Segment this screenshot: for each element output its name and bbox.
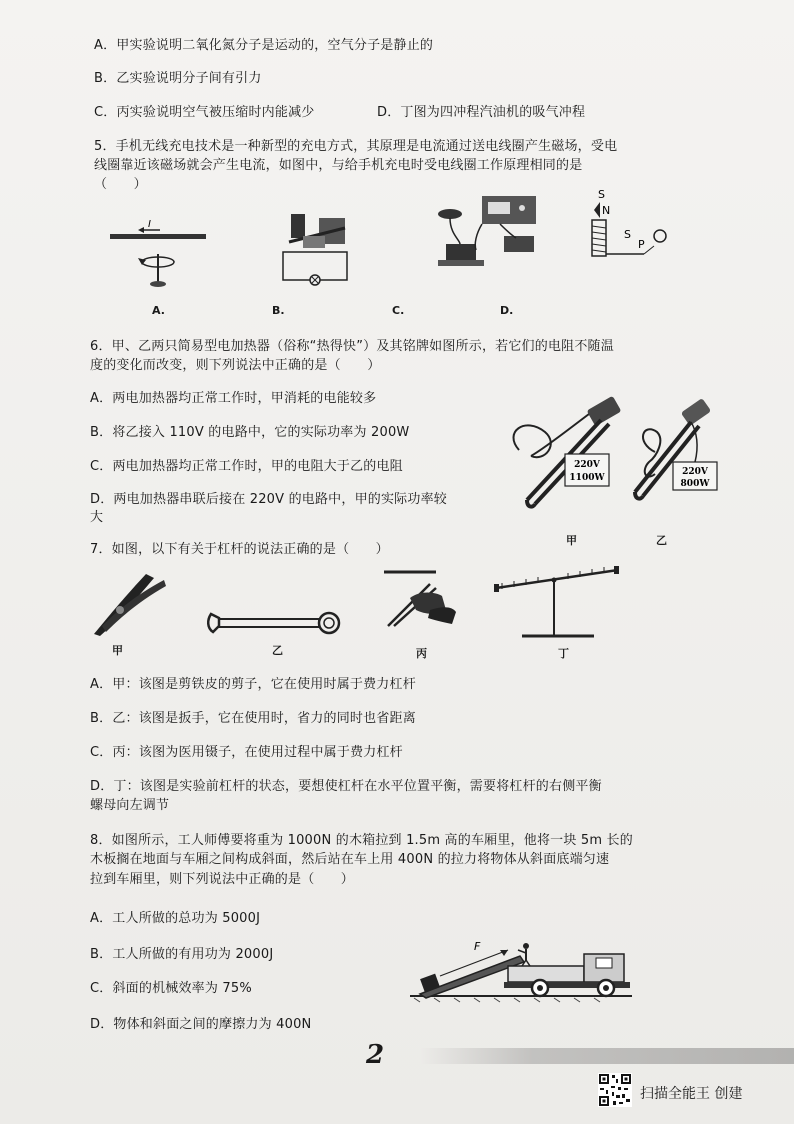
- q6-heaters-figure: [505, 392, 735, 532]
- scan-shadow: [420, 1048, 794, 1064]
- q5-figure-d: [582, 186, 672, 266]
- q4-option-d: D．丁图为四冲程汽油机的吸气冲程: [377, 105, 586, 120]
- q5-stem-line2: 线圈靠近该磁场就会产生电流，如图中，与给手机充电时受电线圈工作原理相同的是: [94, 158, 583, 173]
- q6-yi-power: 800W: [680, 479, 710, 489]
- q6-stem-line1: 6．甲、乙两只简易型电加热器（俗称“热得快”）及其铭牌如图所示，若它们的电阻不随温: [90, 339, 614, 354]
- q7-label-bing: 丙: [416, 647, 427, 660]
- q7-option-b: B．乙：该图是扳手，它在使用时，省力的同时也省距离: [90, 711, 416, 726]
- q5-label-d: D.: [500, 304, 514, 317]
- q8-stem-line3: 拉到车厢里，则下列说法中正确的是（ ）: [90, 872, 355, 887]
- q8-option-a: A．工人所做的总功为 5000J: [90, 911, 261, 926]
- q5-fig-a-current-label: I: [148, 219, 151, 230]
- q5-label-c: C.: [392, 304, 405, 317]
- q5-figure-a: [108, 218, 208, 298]
- page-number: 2: [366, 1040, 385, 1070]
- q7-option-c: C．丙：该图为医用镊子，在使用过程中属于费力杠杆: [90, 745, 403, 760]
- q6-option-b: B．将乙接入 110V 的电路中，它的实际功率为 200W: [90, 425, 410, 440]
- q6-option-a: A．两电加热器均正常工作时，甲消耗的电能较多: [90, 391, 377, 406]
- q7-figure-jia-shears: [90, 566, 170, 638]
- q5-label-b: B.: [272, 304, 285, 317]
- q7-figure-yi-wrench: [205, 610, 345, 636]
- q7-stem: 7．如图，以下有关于杠杆的说法正确的是（ ）: [90, 542, 389, 557]
- q5-stem-line1: 5．手机无线充电技术是一种新型的充电方式，其原理是电流通过送电线圈产生磁场，受电: [94, 139, 618, 154]
- q5-figure-b: [275, 208, 355, 288]
- q4-option-a: A．甲实验说明二氧化氮分子是运动的，空气分子是静止的: [94, 38, 434, 53]
- q8-option-c: C．斜面的机械效率为 75%: [90, 981, 252, 996]
- q6-jia-voltage: 220V: [574, 460, 600, 470]
- q8-option-d: D．物体和斜面之间的摩擦力为 400N: [90, 1017, 312, 1032]
- q6-jia-power: 1100W: [569, 473, 605, 483]
- q7-figure-bing-tweezers: [380, 566, 460, 632]
- q5-fig-d-p: P: [638, 238, 645, 251]
- q5-fig-d-s-top: S: [598, 188, 605, 201]
- q5-fig-d-s: S: [624, 228, 631, 241]
- q7-option-d-line1: D．丁：该图是实验前杠杆的状态，要想使杠杆在水平位置平衡，需要将杠杆的右侧平衡: [90, 779, 602, 794]
- q6-option-c: C．两电加热器均正常工作时，甲的电阻大于乙的电阻: [90, 459, 403, 474]
- q7-figure-ding-lever: [492, 562, 622, 642]
- q6-stem-line2: 度的变化而改变，则下列说法中正确的是（ ）: [90, 358, 381, 373]
- q7-label-yi: 乙: [272, 644, 283, 657]
- q5-fig-d-n: N: [602, 204, 611, 217]
- scanner-watermark: 扫描全能王 创建: [640, 1086, 743, 1102]
- q6-label-jia: 甲: [566, 534, 577, 547]
- q7-label-jia: 甲: [112, 644, 123, 657]
- q4-option-b: B．乙实验说明分子间有引力: [94, 71, 262, 86]
- q7-option-a: A．甲：该图是剪铁皮的剪子，它在使用时属于费力杠杆: [90, 677, 416, 692]
- q6-label-yi: 乙: [656, 534, 667, 547]
- q8-force-label: F: [474, 940, 481, 953]
- q6-option-d-line1: D．两电加热器串联后接在 220V 的电路中，甲的实际功率较: [90, 492, 447, 507]
- q6-yi-voltage: 220V: [682, 467, 708, 477]
- q8-incline-truck-figure: [400, 928, 640, 1004]
- q8-option-b: B．工人所做的有用功为 2000J: [90, 947, 274, 962]
- q8-stem-line2: 木板搁在地面与车厢之间构成斜面，然后站在车上用 400N 的拉力将物体从斜面底端匀速: [90, 852, 610, 867]
- q5-label-a: A.: [152, 304, 165, 317]
- q7-option-d-line2: 螺母向左调节: [90, 798, 170, 813]
- q7-label-ding: 丁: [558, 647, 569, 660]
- q5-stem-line3: （ ）: [94, 177, 147, 192]
- q4-option-c: C．丙实验说明空气被压缩时内能减少: [94, 105, 315, 120]
- q6-option-d-line2: 大: [90, 510, 104, 525]
- q8-stem-line1: 8．如图所示，工人师傅要将重为 1000N 的木箱拉到 1.5m 高的车厢里，他将一块 5m 长的: [90, 833, 633, 848]
- qr-code-icon: [598, 1073, 632, 1107]
- q5-figure-c: [430, 194, 545, 279]
